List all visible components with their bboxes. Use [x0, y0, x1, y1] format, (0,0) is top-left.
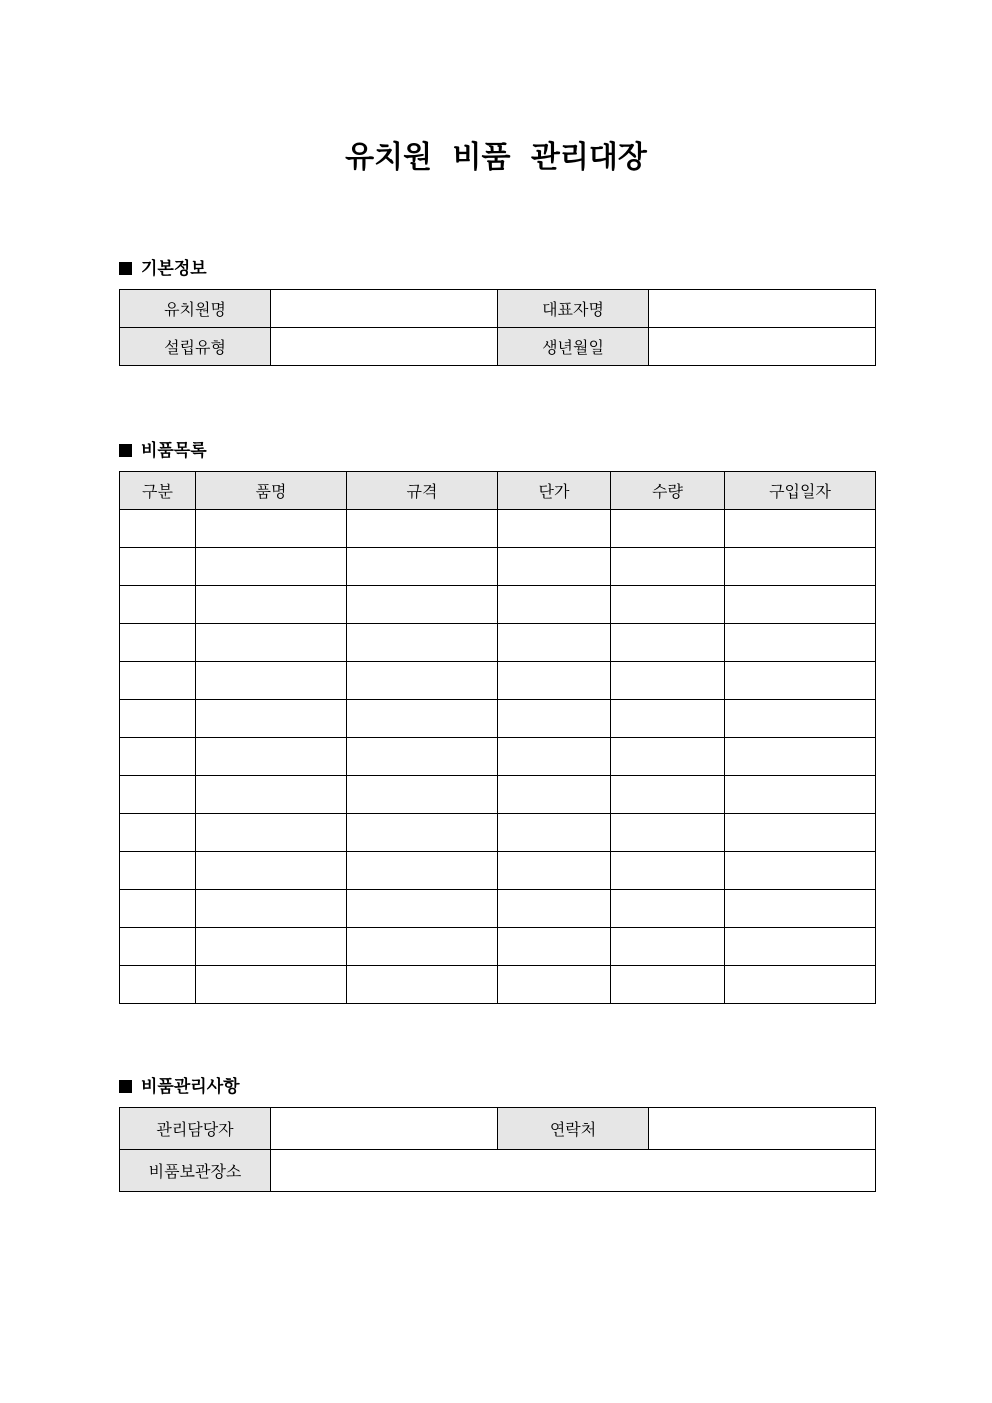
cell-unit-price[interactable] — [498, 928, 611, 966]
cell-quantity[interactable] — [611, 776, 725, 814]
cell-item-name[interactable] — [196, 548, 347, 586]
cell-category[interactable] — [120, 586, 196, 624]
field-kindergarten-name[interactable] — [271, 290, 498, 328]
cell-quantity[interactable] — [611, 548, 725, 586]
section-heading-items — [119, 436, 207, 461]
cell-item-name[interactable] — [196, 966, 347, 1004]
cell-quantity[interactable] — [611, 928, 725, 966]
cell-purchase-date[interactable] — [725, 852, 876, 890]
square-bullet-icon — [119, 1080, 132, 1093]
cell-spec[interactable] — [347, 700, 498, 738]
table-row — [120, 890, 876, 928]
management-table — [119, 1107, 876, 1192]
column-header-unit-price: 단가 — [498, 472, 611, 510]
page-title: 유치원 비품 관리대장 — [345, 140, 647, 175]
table-row — [120, 814, 876, 852]
cell-quantity[interactable] — [611, 738, 725, 776]
cell-category[interactable] — [120, 548, 196, 586]
table-row — [120, 510, 876, 548]
cell-purchase-date[interactable] — [725, 700, 876, 738]
cell-category[interactable] — [120, 776, 196, 814]
field-storage-location[interactable] — [271, 1150, 876, 1192]
section-heading-text: 비품목록 — [141, 441, 207, 461]
field-establishment-type[interactable] — [271, 328, 498, 366]
table-header-row — [120, 472, 876, 510]
column-header-purchase-date: 구입일자 — [725, 472, 876, 510]
cell-purchase-date[interactable] — [725, 814, 876, 852]
column-header-spec: 규격 — [347, 472, 498, 510]
label-manager: 관리담당자 — [120, 1108, 271, 1150]
cell-quantity[interactable] — [611, 700, 725, 738]
cell-unit-price[interactable] — [498, 776, 611, 814]
cell-purchase-date[interactable] — [725, 966, 876, 1004]
cell-unit-price[interactable] — [498, 586, 611, 624]
field-representative-name[interactable] — [649, 290, 876, 328]
cell-unit-price[interactable] — [498, 548, 611, 586]
cell-unit-price[interactable] — [498, 700, 611, 738]
table-row — [120, 700, 876, 738]
items-table-body — [120, 510, 876, 1004]
column-header-category: 구분 — [120, 472, 196, 510]
table-row — [120, 852, 876, 890]
cell-item-name[interactable] — [196, 928, 347, 966]
cell-category[interactable] — [120, 738, 196, 776]
cell-spec[interactable] — [347, 852, 498, 890]
table-row — [120, 548, 876, 586]
cell-purchase-date[interactable] — [725, 662, 876, 700]
cell-item-name[interactable] — [196, 586, 347, 624]
cell-unit-price[interactable] — [498, 662, 611, 700]
cell-category[interactable] — [120, 510, 196, 548]
square-bullet-icon — [119, 444, 132, 457]
cell-spec[interactable] — [347, 586, 498, 624]
table-row — [120, 776, 876, 814]
table-row — [120, 1150, 876, 1192]
cell-quantity[interactable] — [611, 966, 725, 1004]
label-contact: 연락처 — [498, 1108, 649, 1150]
label-storage-location: 비품보관장소 — [120, 1150, 271, 1192]
cell-spec[interactable] — [347, 738, 498, 776]
cell-quantity[interactable] — [611, 624, 725, 662]
column-header-quantity: 수량 — [611, 472, 725, 510]
cell-item-name[interactable] — [196, 738, 347, 776]
table-row — [120, 928, 876, 966]
label-kindergarten-name: 유치원명 — [120, 290, 271, 328]
field-manager[interactable] — [271, 1108, 498, 1150]
cell-unit-price[interactable] — [498, 890, 611, 928]
cell-spec[interactable] — [347, 548, 498, 586]
table-row — [120, 738, 876, 776]
column-header-item-name: 품명 — [196, 472, 347, 510]
table-row — [120, 328, 876, 366]
cell-item-name[interactable] — [196, 662, 347, 700]
table-row — [120, 290, 876, 328]
label-representative-name: 대표자명 — [498, 290, 649, 328]
cell-item-name[interactable] — [196, 852, 347, 890]
cell-unit-price[interactable] — [498, 738, 611, 776]
cell-quantity[interactable] — [611, 890, 725, 928]
cell-purchase-date[interactable] — [725, 586, 876, 624]
cell-spec[interactable] — [347, 928, 498, 966]
cell-category[interactable] — [120, 852, 196, 890]
section-heading-text: 기본정보 — [141, 259, 207, 279]
table-row — [120, 1108, 876, 1150]
square-bullet-icon — [119, 262, 132, 275]
cell-category[interactable] — [120, 890, 196, 928]
cell-spec[interactable] — [347, 624, 498, 662]
cell-spec[interactable] — [347, 776, 498, 814]
cell-unit-price[interactable] — [498, 852, 611, 890]
cell-purchase-date[interactable] — [725, 624, 876, 662]
cell-quantity[interactable] — [611, 852, 725, 890]
cell-quantity[interactable] — [611, 814, 725, 852]
cell-purchase-date[interactable] — [725, 548, 876, 586]
cell-spec[interactable] — [347, 814, 498, 852]
cell-spec[interactable] — [347, 510, 498, 548]
section-heading-basic-info — [119, 254, 207, 279]
cell-purchase-date[interactable] — [725, 928, 876, 966]
field-birth-date[interactable] — [649, 328, 876, 366]
cell-item-name[interactable] — [196, 776, 347, 814]
cell-purchase-date[interactable] — [725, 738, 876, 776]
table-row — [120, 586, 876, 624]
cell-category[interactable] — [120, 928, 196, 966]
section-heading-management — [119, 1072, 240, 1097]
cell-purchase-date[interactable] — [725, 510, 876, 548]
cell-spec[interactable] — [347, 662, 498, 700]
cell-unit-price[interactable] — [498, 966, 611, 1004]
cell-unit-price[interactable] — [498, 510, 611, 548]
cell-unit-price[interactable] — [498, 624, 611, 662]
label-establishment-type: 설립유형 — [120, 328, 271, 366]
label-birth-date: 생년월일 — [498, 328, 649, 366]
cell-item-name[interactable] — [196, 510, 347, 548]
cell-unit-price[interactable] — [498, 814, 611, 852]
table-row — [120, 624, 876, 662]
field-contact[interactable] — [649, 1108, 876, 1150]
section-heading-text: 비품관리사항 — [141, 1077, 240, 1097]
basic-info-table — [119, 289, 876, 366]
items-table — [119, 471, 876, 1004]
cell-purchase-date[interactable] — [725, 776, 876, 814]
cell-category[interactable] — [120, 814, 196, 852]
table-row — [120, 966, 876, 1004]
cell-item-name[interactable] — [196, 814, 347, 852]
cell-item-name[interactable] — [196, 890, 347, 928]
cell-category[interactable] — [120, 966, 196, 1004]
cell-quantity[interactable] — [611, 662, 725, 700]
cell-spec[interactable] — [347, 890, 498, 928]
cell-purchase-date[interactable] — [725, 890, 876, 928]
cell-category[interactable] — [120, 662, 196, 700]
cell-quantity[interactable] — [611, 586, 725, 624]
cell-quantity[interactable] — [611, 510, 725, 548]
cell-spec[interactable] — [347, 966, 498, 1004]
cell-category[interactable] — [120, 624, 196, 662]
cell-item-name[interactable] — [196, 624, 347, 662]
table-row — [120, 662, 876, 700]
cell-item-name[interactable] — [196, 700, 347, 738]
cell-category[interactable] — [120, 700, 196, 738]
